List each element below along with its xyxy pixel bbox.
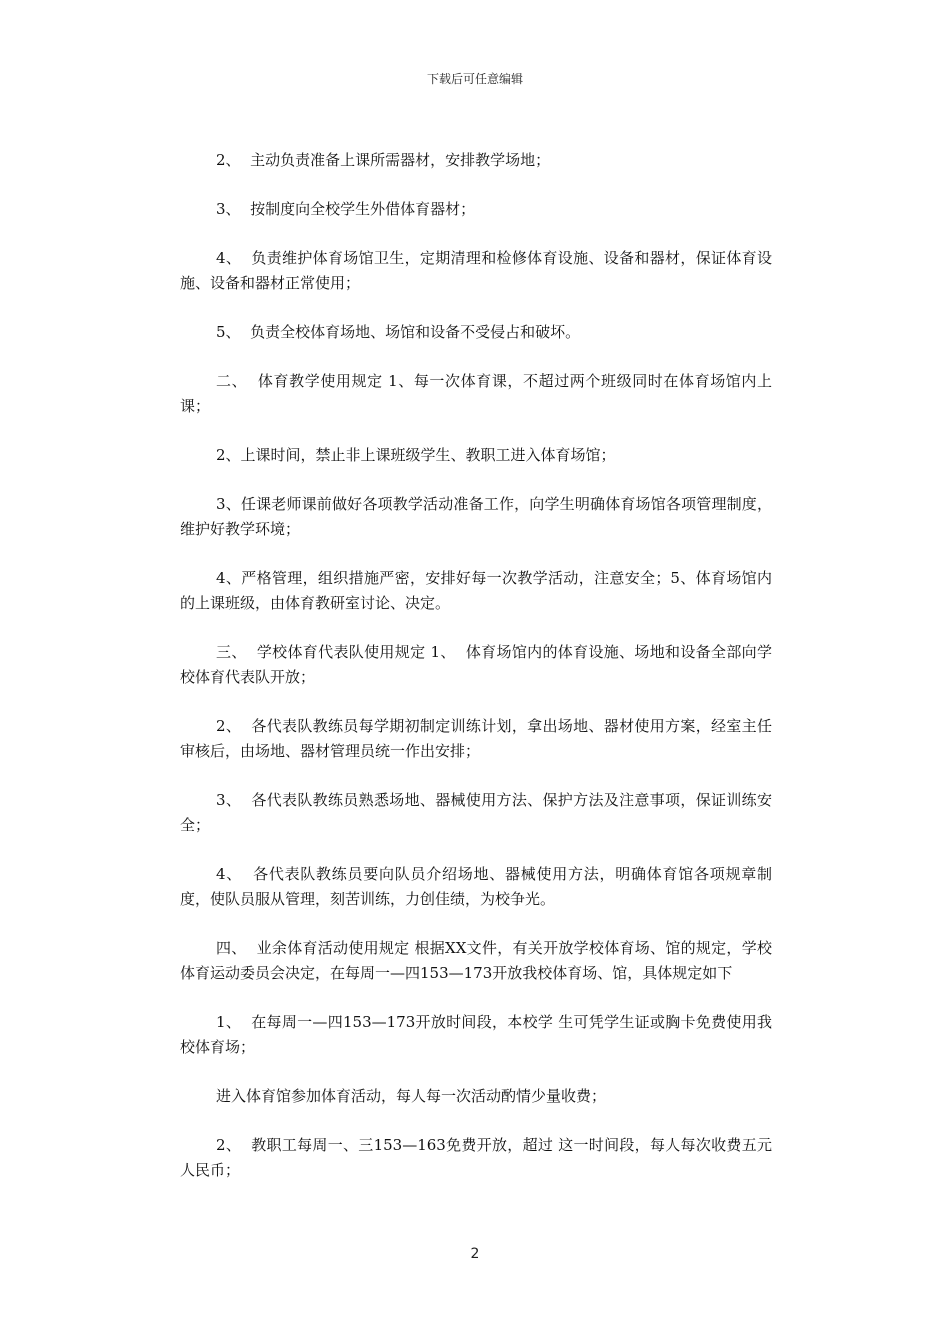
paragraph: 2、 主动负责准备上课所需器材，安排教学场地；: [216, 151, 551, 169]
paragraph: 4、严格管理，组织措施严密，安排好每一次教学活动，注意安全；5、体育场馆内的上课班级，由体育教研室讨论、决定。: [180, 569, 772, 612]
paragraph: 4、 负责维护体育场馆卫生，定期清理和检修体育设施、设备和器材，保证体育设施、设备和器材正常使用；: [180, 249, 772, 292]
paragraph: 进入体育馆参加体育活动，每人每一次活动酌情少量收费；: [216, 1087, 607, 1105]
paragraph: 3、 各代表队教练员熟悉场地、器械使用方法、保护方法及注意事项，保证训练安全；: [180, 791, 772, 834]
paragraph: 3、 按制度向全校学生外借体育器材；: [216, 200, 476, 218]
paragraph: 三、 学校体育代表队使用规定 1、 体育场馆内的体育设施、场地和设备全部向学校体育代表队开放；: [180, 643, 772, 686]
paragraph: 四、 业余体育活动使用规定 根据XX文件，有关开放学校体育场、馆的规定，学校体育运动委员会决定，在每周一—四153—173开放我校体育场、馆，具体规定如下: [180, 939, 772, 982]
page-header: 下载后可任意编辑: [426, 72, 523, 86]
paragraph: 4、 各代表队教练员要向队员介绍场地、器械使用方法，明确体育馆各项规章制度，使队员服从管理，刻苦训练，力创佳绩，为校争光。: [180, 865, 772, 908]
paragraph: 5、 负责全校体育场地、场馆和设备不受侵占和破坏。: [216, 323, 581, 341]
paragraph: 二、 体育教学使用规定 1、每一次体育课，不超过两个班级同时在体育场馆内上课；: [180, 372, 772, 415]
paragraph: 1、 在每周一—四153—173开放时间段，本校学 生可凭学生证或胸卡免费使用我校体育场；: [180, 1013, 772, 1056]
page-number: 2: [470, 1246, 480, 1262]
paragraph: 2、 各代表队教练员每学期初制定训练计划，拿出场地、器材使用方案，经室主任审核后，由场地、器材管理员统一作出安排；: [180, 717, 772, 760]
paragraph: 2、 教职工每周一、三153—163免费开放，超过 这一时间段，每人每次收费五元人民币；: [180, 1136, 772, 1179]
paragraph: 3、任课老师课前做好各项教学活动准备工作，向学生明确体育场馆各项管理制度，维护好教学环境；: [180, 495, 772, 538]
document-body: [180, 148, 772, 1207]
paragraph: 2、上课时间，禁止非上课班级学生、教职工进入体育场馆；: [216, 446, 616, 464]
